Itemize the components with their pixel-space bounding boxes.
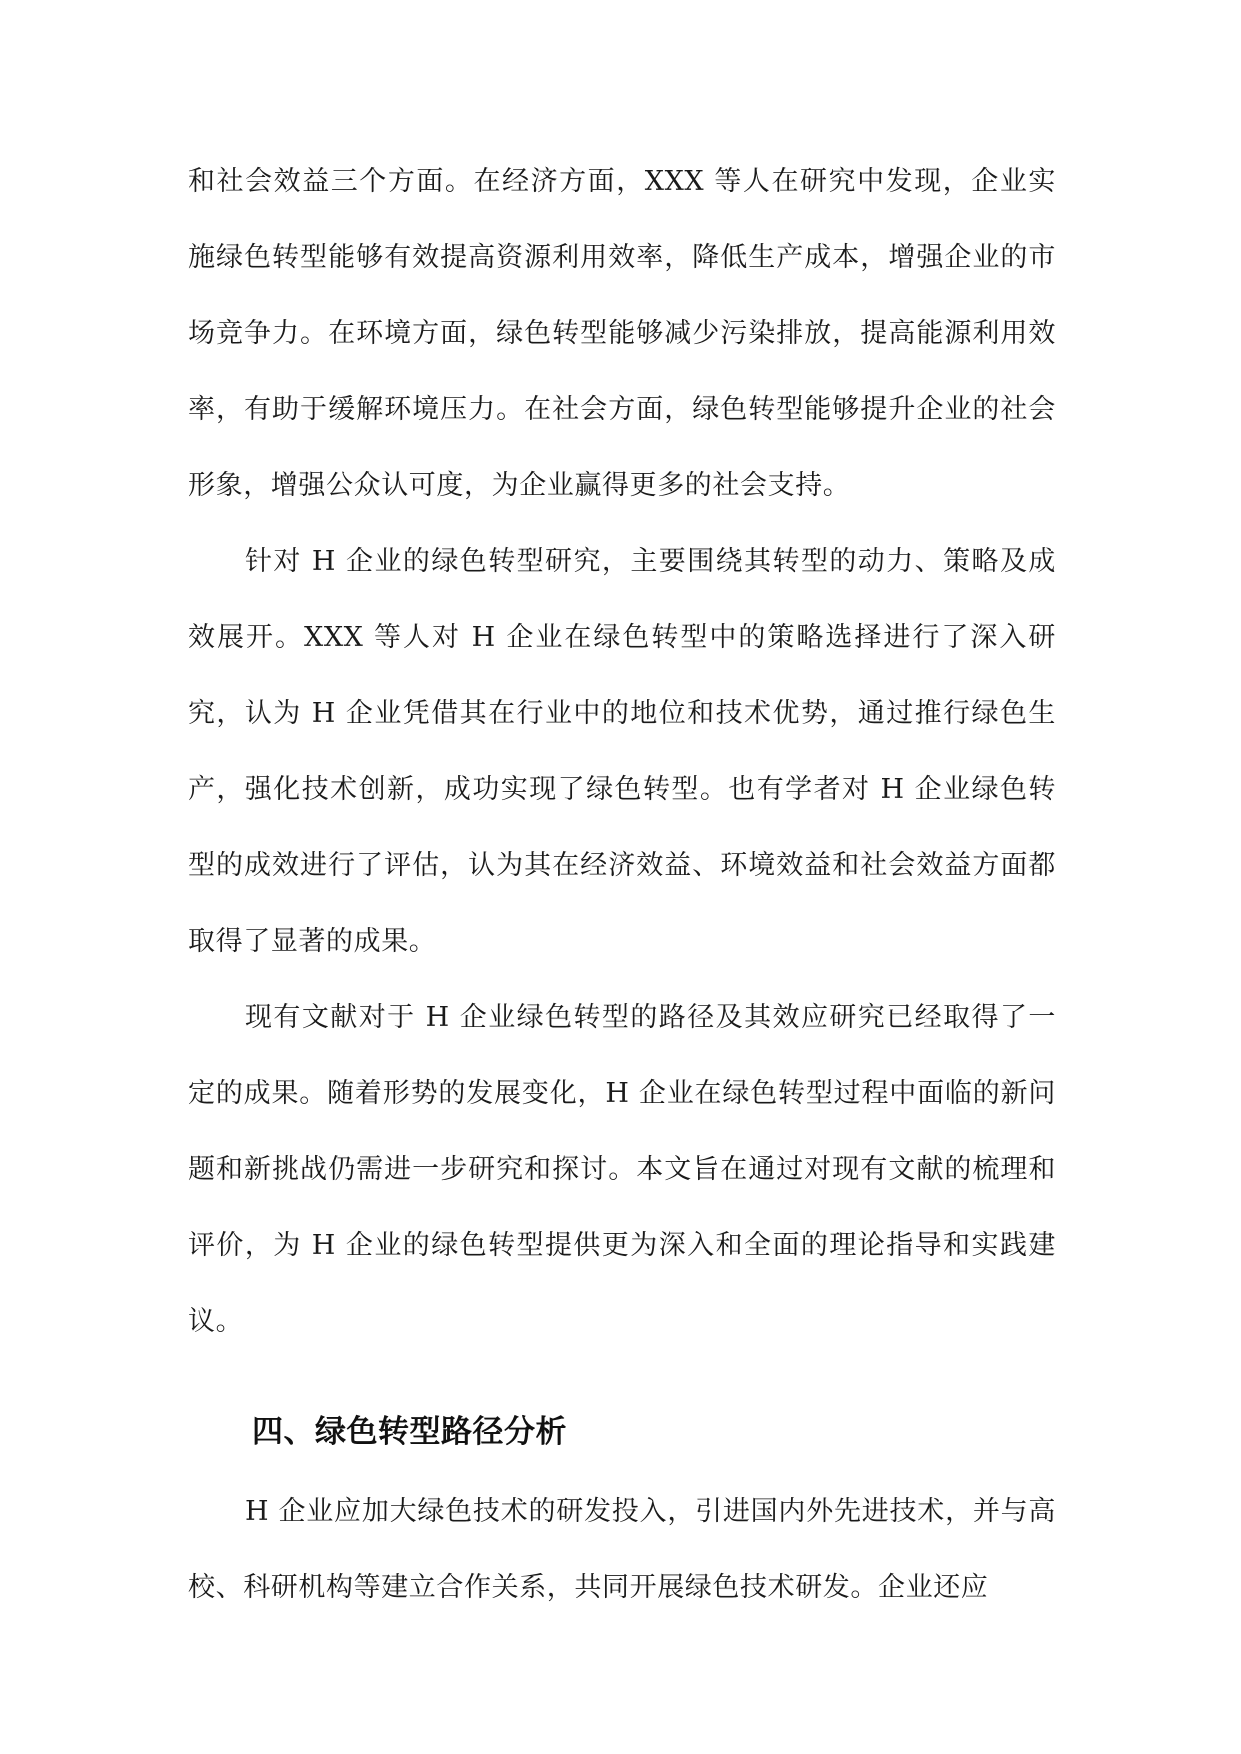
section-heading: 四、绿色转型路径分析 [252,1414,567,1450]
paragraph-literature-summary: 现有文献对于 H 企业绿色转型的路径及其效应研究已经取得了一定的成果。随着形势的发展变化，H 企业在绿色转型过程中面临的新问题和新挑战仍需进一步研究和探讨。本文旨在通过对现有文献的梳理和评价，为 H 企业的绿色转型提供更为深入和全面的理论指导和实践建议。 [188,1002,1056,1337]
paragraph-h-enterprise-research: 针对 H 企业的绿色转型研究，主要围绕其转型的动力、策略及成效展开。XXX 等人对 H 企业在绿色转型中的策略选择进行了深入研究，认为 H 企业凭借其在行业中的地位和技术优势，通过推行绿色生产，强化技术创新，成功实现了绿色转型。也有学者对 H 企业绿色转型的成效进行了评估，认为其在经济效益、环境效益和社会效益方面都取得了显著的成果。 [188,546,1056,957]
paragraph-benefits: 和社会效益三个方面。在经济方面，XXX 等人在研究中发现，企业实施绿色转型能够有效提高资源利用效率，降低生产成本，增强企业的市场竞争力。在环境方面，绿色转型能够减少污染排放，提高能源利用效率，有助于缓解环境压力。在社会方面，绿色转型能够提升企业的社会形象，增强公众认可度，为企业赢得更多的社会支持。 [188,166,1056,501]
document-body [188,144,1056,1626]
paragraph-transition-path: H 企业应加大绿色技术的研发投入，引进国内外先进技术，并与高校、科研机构等建立合作关系，共同开展绿色技术研发。企业还应 [188,1496,1056,1603]
